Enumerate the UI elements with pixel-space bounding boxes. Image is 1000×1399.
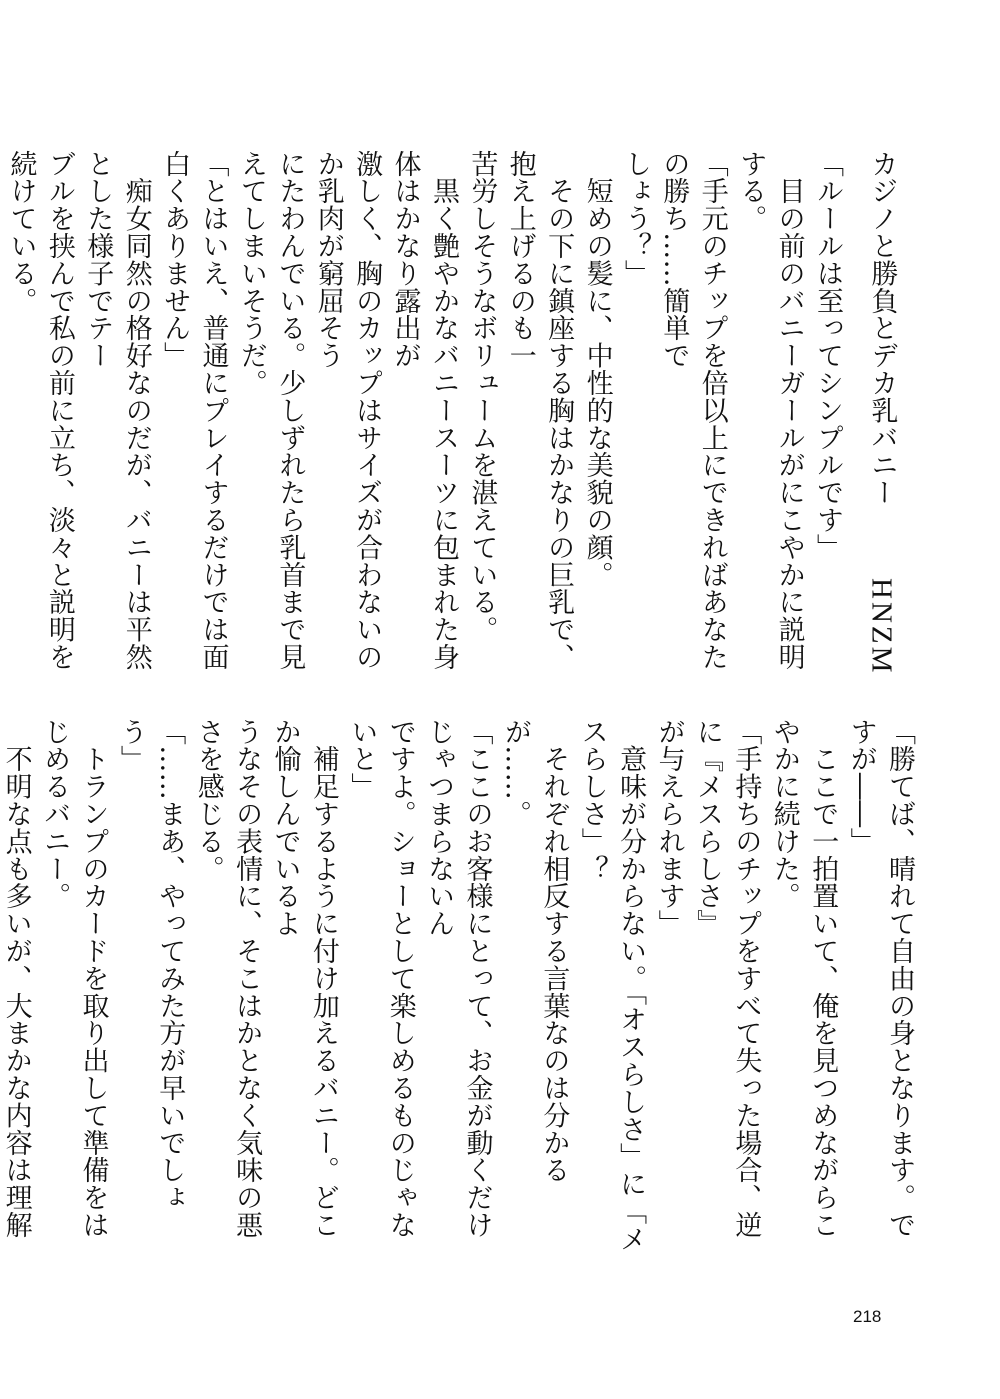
story-title: カジノと勝負とデカ乳バニー	[866, 150, 898, 507]
author-name: HNZM	[865, 578, 898, 676]
upper-text-column	[5, 150, 846, 680]
upper-body-text: 「ルールは至ってシンプルです」 目の前のバニーガールがにこやかに説明する。 「手元のチップを倍以上にできればあなたの勝ち……簡単で しょう？」 短めの髪に、中性的な美貌の顔。 その下に鎮座する胸はかなりの巨乳で、抱え上げるのも一 苦労しそうなボリュームを湛えている。 黒く艶やかなバニースーツに包まれた身体はかなり露出が 激しく、胸のカップはサイズが合わないのか乳肉が窮屈そう にたわんでいる。少しずれたら乳首まで見えてしまいそうだ。 「とはいえ、普通にプレイするだけでは面白くありません」 痴女同然の格好なのだが、バニーは平然とした様子でテー ブルを挟んで私の前に立ち、淡々と説明を続けている。	[5, 150, 843, 671]
lower-text-column	[0, 718, 918, 1258]
page-number: 218	[853, 1307, 882, 1326]
lower-body-text: 「勝てば、晴れて自由の身となります。ですが――」 ここで一拍置いて、俺を見つめながらこやかに続けた。 「手持ちのチップをすべて失った場合、逆に『メスらしさ』 が与えられます」 意味が分からない。「オスらしさ」に「メスらしさ」？ それぞれ相反する言葉なのは分かるが……。 「ここのお客様にとって、お金が動くだけじゃつまらないん ですよ。ショーとして楽しめるものじゃないと」 補足するように付け加えるバニー。どこか愉しんでいるよ うなその表情に、そこはかとなく気味の悪さを感じる。 「……まあ、やってみた方が早いでしょう」 トランプのカードを取り出して準備をはじめるバニー。 不明な点も多いが、大まかな内容は理解	[0, 718, 915, 1253]
